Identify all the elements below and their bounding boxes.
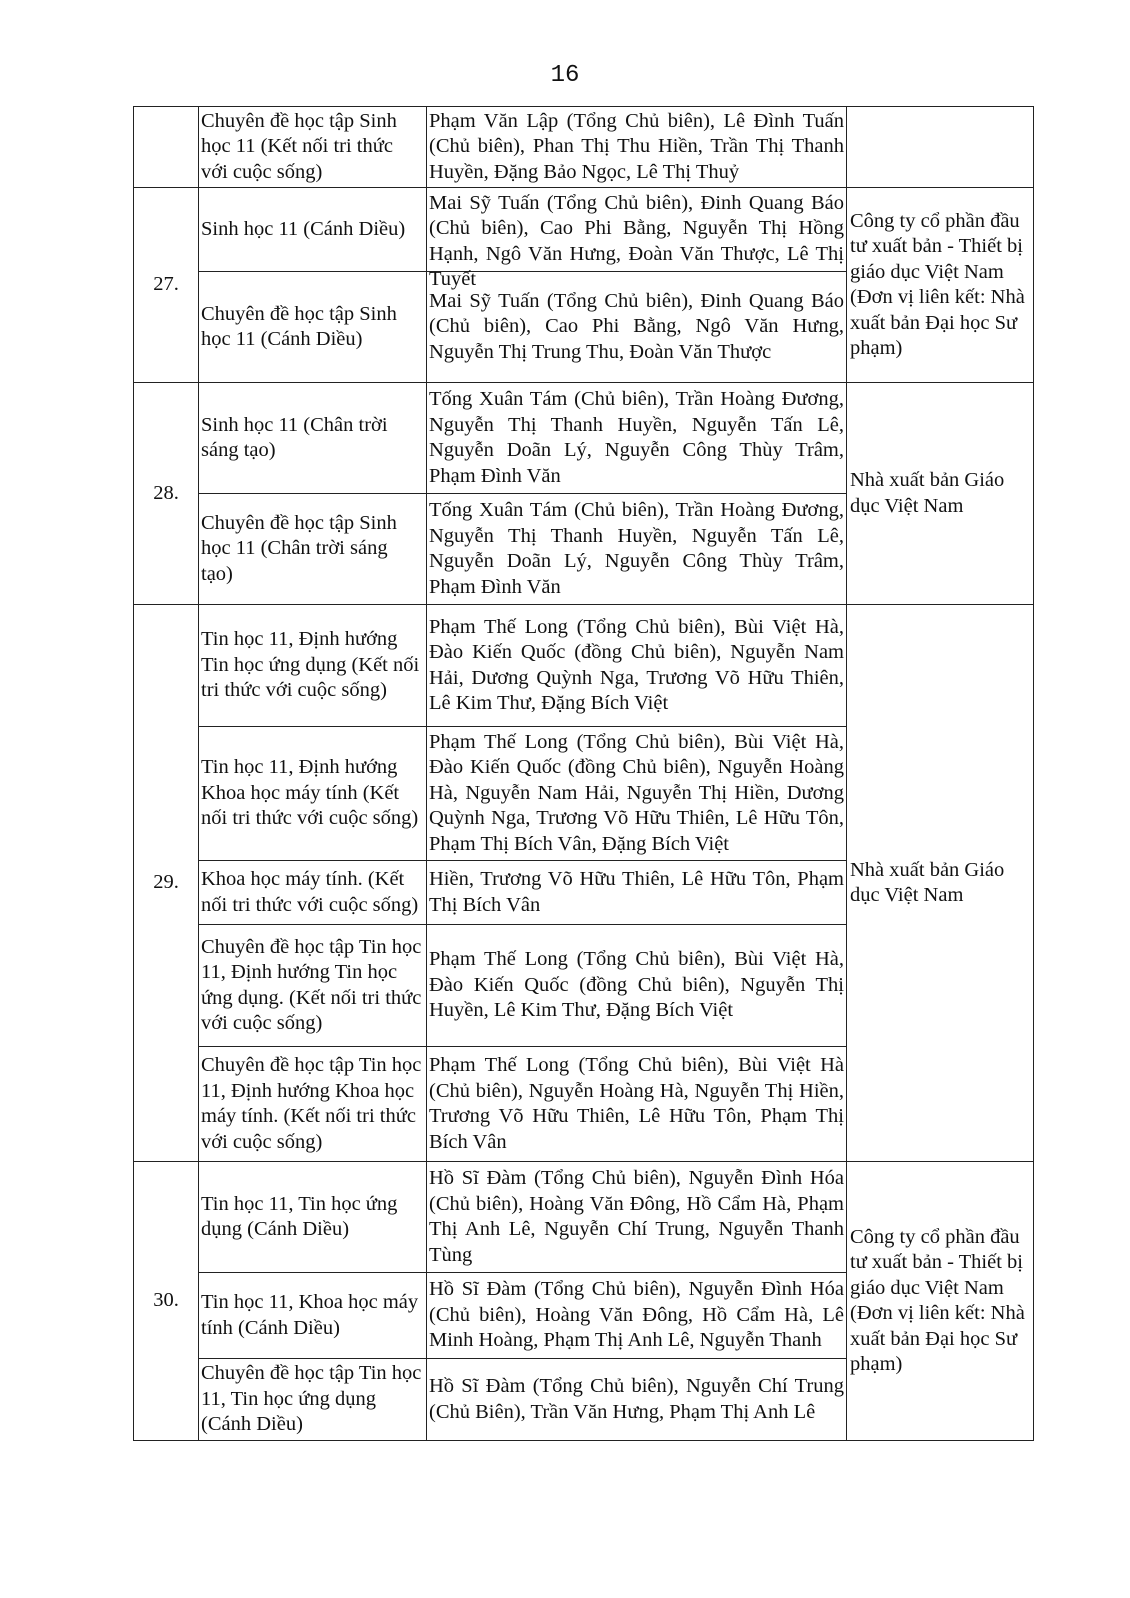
book-title: Sinh học 11 (Cánh Diều) [199, 188, 427, 272]
textbook-table [133, 106, 1034, 1441]
book-title: Chuyên đề học tập Tin học 11, Định hướng Khoa học máy tính. (Kết nối tri thức với cuộc sống) [199, 1047, 427, 1162]
book-title: Khoa học máy tính. (Kết nối tri thức với cuộc sống) [199, 861, 427, 925]
book-title: Chuyên đề học tập Sinh học 11 (Cánh Diều) [199, 272, 427, 383]
row-number: 29. [134, 605, 199, 1162]
publisher [847, 107, 1034, 188]
book-title: Chuyên đề học tập Tin học 11, Định hướng Tin học ứng dụng. (Kết nối tri thức với cuộc sống) [199, 925, 427, 1047]
book-authors-text: Mai Sỹ Tuấn (Tổng Chủ biên), Đinh Quang Báo (Chủ biên), Cao Phi Bằng, Nguyễn Thị Hồng Hạnh, Ngô Văn Hưng, Đoàn Văn Thược, Lê Thị Tuyết [429, 191, 844, 290]
row-number: 30. [134, 1162, 199, 1441]
row-number: 27. [134, 188, 199, 383]
book-authors: Phạm Thế Long (Tổng Chủ biên), Bùi Việt Hà (Chủ biên), Nguyễn Hoàng Hà, Nguyễn Thị Hiền, Trương Võ Hữu Thiên, Lê Hữu Tôn, Phạm Thị Bích Vân [427, 1047, 847, 1162]
table-row [134, 188, 1034, 272]
book-title: Tin học 11, Định hướng Tin học ứng dụng (Kết nối tri thức với cuộc sống) [199, 605, 427, 727]
book-title: Tin học 11, Khoa học máy tính (Cánh Diều) [199, 1273, 427, 1359]
row-number [134, 107, 199, 188]
book-authors: Tống Xuân Tám (Chủ biên), Trần Hoàng Đương, Nguyễn Thị Thanh Huyền, Nguyễn Tấn Lê, Nguyễn Doãn Lý, Nguyễn Công Thùy Trâm, Phạm Đình Văn [427, 383, 847, 494]
book-authors: Phạm Thế Long (Tổng Chủ biên), Bùi Việt Hà, Đào Kiến Quốc (đồng Chủ biên), Nguyễn Thị Huyền, Lê Kim Thư, Đặng Bích Việt [427, 925, 847, 1047]
book-authors [427, 188, 847, 290]
row-number: 28. [134, 383, 199, 605]
book-title: Tin học 11, Định hướng Khoa học máy tính (Kết nối tri thức với cuộc sống) [199, 727, 427, 861]
table-row [134, 107, 1034, 188]
book-authors: Hồ Sĩ Đàm (Tổng Chủ biên), Nguyễn Đình Hóa (Chủ biên), Hoàng Văn Đông, Hồ Cẩm Hà, Phạm Thị Anh Lê, Nguyễn Chí Trung, Nguyễn Thanh Tùng [427, 1162, 847, 1273]
publisher: Nhà xuất bản Giáo dục Việt Nam [847, 383, 1034, 605]
book-authors: Hiền, Trương Võ Hữu Thiên, Lê Hữu Tôn, Phạm Thị Bích Vân [427, 861, 847, 925]
book-title: Chuyên đề học tập Tin học 11, Tin học ứng dụng (Cánh Diều) [199, 1359, 427, 1441]
table-row [134, 605, 1034, 727]
book-authors: Hồ Sĩ Đàm (Tổng Chủ biên), Nguyễn Đình Hóa (Chủ biên), Hoàng Văn Đông, Hồ Cẩm Hà, Lê Minh Hoàng, Phạm Thị Anh Lê, Nguyễn Thanh [427, 1273, 847, 1359]
publisher: Nhà xuất bản Giáo dục Việt Nam [847, 605, 1034, 1162]
publisher: Công ty cổ phần đầu tư xuất bản - Thiết bị giáo dục Việt Nam (Đơn vị liên kết: Nhà xuất bản Đại học Sư phạm) [847, 1162, 1034, 1441]
book-title: Tin học 11, Tin học ứng dụng (Cánh Diều) [199, 1162, 427, 1273]
table-row [134, 383, 1034, 494]
publisher: Công ty cổ phần đầu tư xuất bản - Thiết bị giáo dục Việt Nam (Đơn vị liên kết: Nhà xuất bản Đại học Sư phạm) [847, 188, 1034, 383]
table-row [134, 1162, 1034, 1273]
book-authors: Phạm Thế Long (Tổng Chủ biên), Bùi Việt Hà, Đào Kiến Quốc (đồng Chủ biên), Nguyễn Hoàng Hà, Nguyễn Nam Hải, Nguyễn Thị Hiền, Dương Quỳnh Nga, Trương Võ Hữu Thiên, Lê Hữu Tôn, Phạm Thị Bích Vân, Đặng Bích Việt [427, 727, 847, 861]
book-title: Chuyên đề học tập Sinh học 11 (Chân trời sáng tạo) [199, 494, 427, 605]
book-title: Sinh học 11 (Chân trời sáng tạo) [199, 383, 427, 494]
book-title: Chuyên đề học tập Sinh học 11 (Kết nối tri thức với cuộc sống) [199, 107, 427, 188]
book-authors: Phạm Văn Lập (Tổng Chủ biên), Lê Đình Tuấn (Chủ biên), Phan Thị Thu Hiền, Trần Thị Thanh Huyền, Đặng Bảo Ngọc, Lê Thị Thuỷ [427, 107, 847, 188]
book-authors: Mai Sỹ Tuấn (Tổng Chủ biên), Đinh Quang Báo (Chủ biên), Cao Phi Bằng, Ngô Văn Hưng, Nguyễn Thị Trung Thu, Đoàn Văn Thược [427, 272, 847, 383]
book-authors: Tống Xuân Tám (Chủ biên), Trần Hoàng Đương, Nguyễn Thị Thanh Huyền, Nguyễn Tấn Lê, Nguyễn Doãn Lý, Nguyễn Công Thùy Trâm, Phạm Đình Văn [427, 494, 847, 605]
page-number: 16 [550, 62, 580, 89]
book-authors: Phạm Thế Long (Tổng Chủ biên), Bùi Việt Hà, Đào Kiến Quốc (đồng Chủ biên), Nguyễn Nam Hải, Dương Quỳnh Nga, Trương Võ Hữu Thiên, Lê Kim Thư, Đặng Bích Việt [427, 605, 847, 727]
book-authors: Hồ Sĩ Đàm (Tổng Chủ biên), Nguyễn Chí Trung (Chủ Biên), Trần Văn Hưng, Phạm Thị Anh Lê [427, 1359, 847, 1441]
